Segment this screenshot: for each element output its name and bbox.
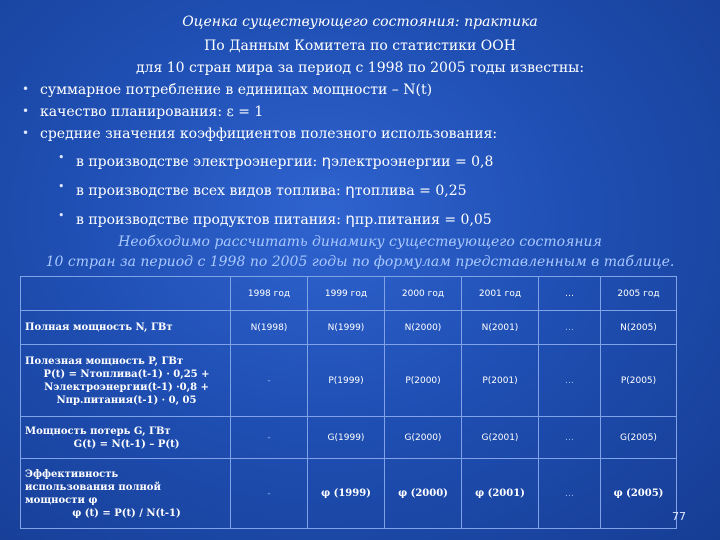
bullet-item: • средние значения коэффициентов полезного использования:	[22, 124, 497, 146]
conclusion-line-1: Необходимо рассчитать динамику существующего состояния	[118, 234, 602, 250]
table-cell: P(2000)	[385, 345, 462, 417]
table-cell: N(2005)	[601, 311, 677, 345]
table-cell: φ (2005)	[601, 459, 677, 529]
formula-line: φ (t) = P(t) / N(t-1)	[72, 507, 181, 519]
row-label-line: использования полной	[25, 481, 161, 493]
table-cell: G(2005)	[601, 417, 677, 459]
table-header-cell: …	[539, 277, 601, 311]
table-cell: P(2005)	[601, 345, 677, 417]
row-label-with-formula	[21, 459, 231, 529]
eta-symbol: η	[345, 181, 355, 199]
formula-line: P(t) = Nтоплива(t-1) · 0,25 +	[43, 368, 210, 380]
table-cell: N(1998)	[231, 311, 308, 345]
table-cell: φ (2001)	[462, 459, 539, 529]
sub-bullet-text: в производстве всех видов топлива:	[76, 183, 346, 199]
sub-bullet-tail: электроэнергии = 0,8	[331, 154, 494, 170]
formula-line: Nэлектроэнергии(t-1) ·0,8 +	[44, 381, 209, 393]
table-cell: P(2001)	[462, 345, 539, 417]
table-cell: φ (2000)	[385, 459, 462, 529]
row-label-with-formula	[21, 417, 231, 459]
sub-bullet-item	[58, 208, 493, 237]
row-label-line: Эффективность	[25, 468, 119, 480]
table-cell: N(1999)	[308, 311, 385, 345]
row-label-with-formula	[21, 345, 231, 417]
calculation-table	[20, 276, 677, 529]
table-cell: G(1999)	[308, 417, 385, 459]
bullet-item: • суммарное потребление в единицах мощности – N(t)	[22, 80, 497, 102]
table-cell: …	[539, 345, 601, 417]
sub-bullet-text: в производстве продуктов питания:	[76, 212, 346, 228]
sub-bullet-item	[58, 150, 493, 179]
table-cell: -	[231, 345, 308, 417]
sub-bullet-tail: топлива = 0,25	[354, 183, 467, 199]
eta-symbol: η	[321, 152, 332, 170]
sub-bullet-list	[58, 150, 493, 237]
eta-symbol: η	[345, 210, 355, 228]
table-cell: -	[231, 417, 308, 459]
table-cell: …	[539, 417, 601, 459]
row-label-line: мощности φ	[25, 494, 98, 506]
table-header-row	[21, 277, 677, 311]
bullet-list	[22, 80, 497, 146]
table-header-cell: 2005 год	[601, 277, 677, 311]
subtitle-line-2: для 10 стран мира за период с 1998 по 2005 годы известны:	[135, 60, 585, 76]
table-header-cell: 2000 год	[385, 277, 462, 311]
table-cell: …	[539, 311, 601, 345]
formula-line: Nпр.питания(t-1) · 0, 05	[56, 394, 197, 406]
table-cell: G(2000)	[385, 417, 462, 459]
table-row	[21, 459, 677, 529]
subtitle-line-1: По Данным Комитета по статистики ООН	[204, 38, 516, 54]
table-cell: N(2000)	[385, 311, 462, 345]
table-header-cell: 1999 год	[308, 277, 385, 311]
conclusion-line-2: 10 стран за период с 1998 по 2005 годы по формулам представленным в таблице.	[45, 254, 675, 270]
table-cell: -	[231, 459, 308, 529]
table-cell: N(2001)	[462, 311, 539, 345]
page-number: 77	[672, 510, 686, 523]
row-label: Полная мощность N, ГВт	[21, 311, 231, 345]
formula-line: G(t) = N(t-1) – P(t)	[73, 438, 180, 450]
table-cell: P(1999)	[308, 345, 385, 417]
table-row	[21, 345, 677, 417]
row-label: Мощность потерь G, ГВт	[25, 425, 171, 437]
row-label: Полезная мощность P, ГВт	[25, 355, 184, 367]
table-header-cell: 1998 год	[231, 277, 308, 311]
sub-bullet-text: в производстве электроэнергии:	[76, 154, 322, 170]
sub-bullet-tail: пр.питания = 0,05	[354, 212, 492, 228]
table-cell: …	[539, 459, 601, 529]
table-row	[21, 417, 677, 459]
sub-bullet-item	[58, 179, 493, 208]
table-cell: φ (1999)	[308, 459, 385, 529]
table-header-cell: 2001 год	[462, 277, 539, 311]
slide-title: Оценка существующего состояния: практика	[182, 14, 538, 30]
table-header-cell	[21, 277, 231, 311]
table-row	[21, 311, 677, 345]
bullet-item: • качество планирования: ε = 1	[22, 102, 497, 124]
table-cell: G(2001)	[462, 417, 539, 459]
